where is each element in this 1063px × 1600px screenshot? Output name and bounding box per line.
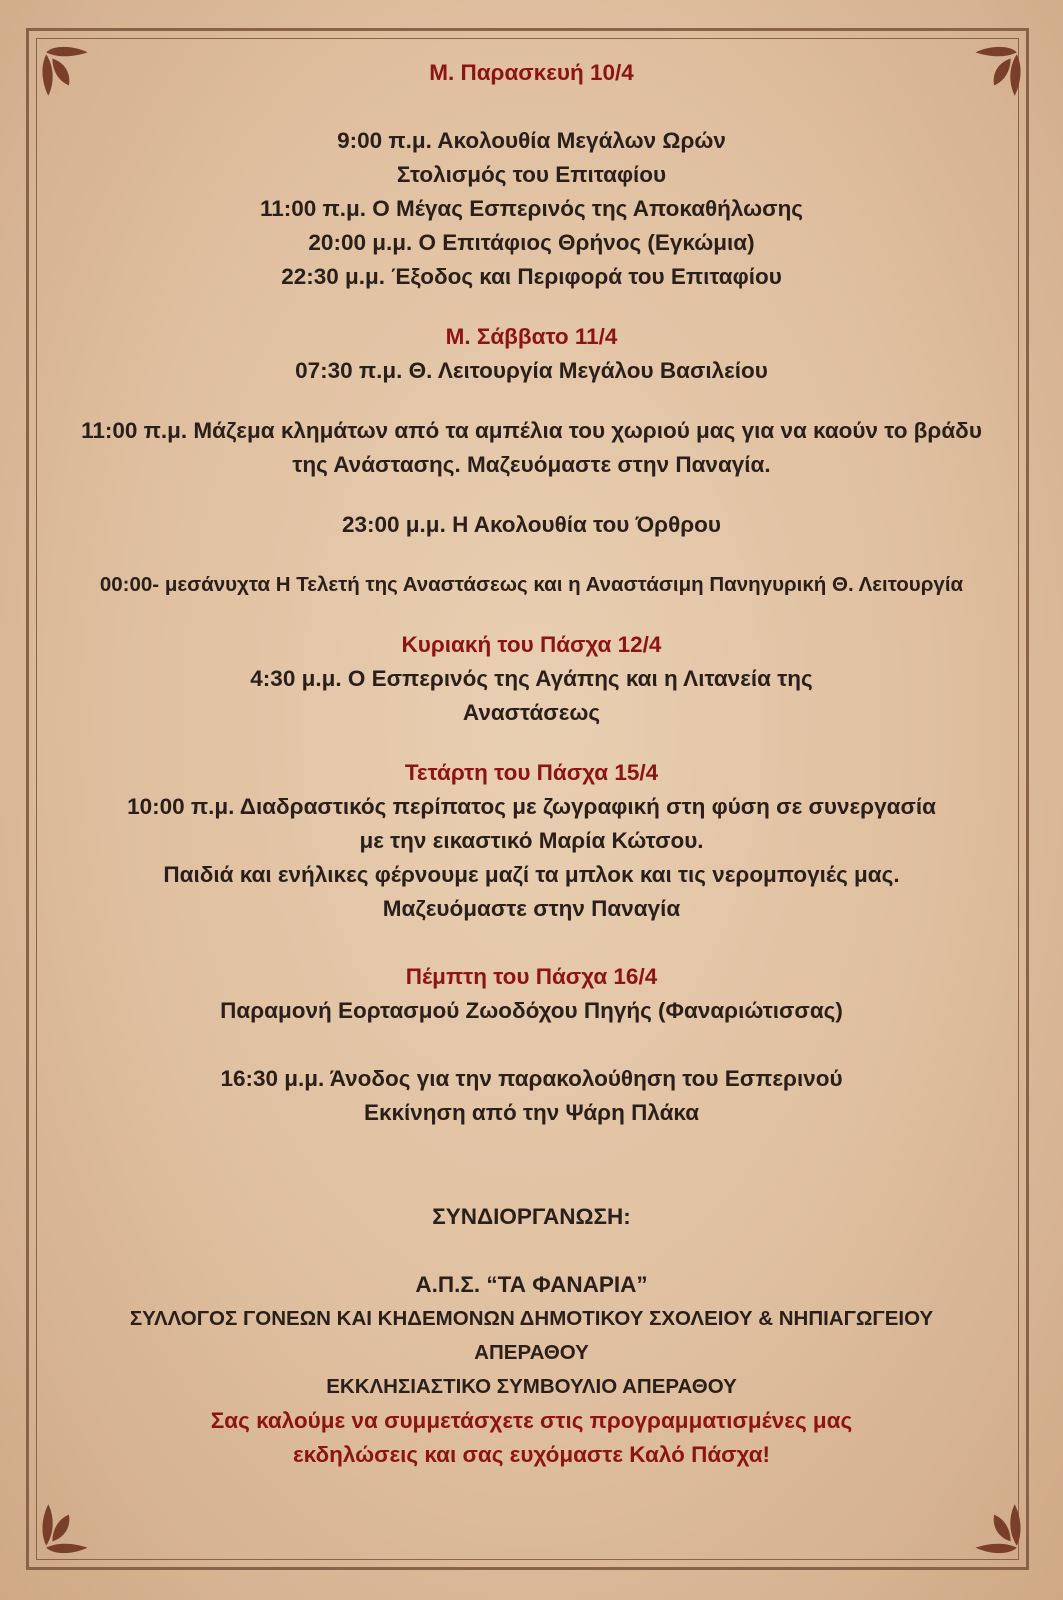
schedule-line: 4:30 μ.μ. Ο Εσπερινός της Αγάπης και η Λιτανεία της: [250, 666, 813, 691]
schedule-line: 9:00 π.μ. Ακολουθία Μεγάλων Ωρών: [337, 128, 726, 153]
closing-line: Σας καλούμε να συμμετάσχετε στις προγραμματισμένες μας: [210, 1408, 853, 1433]
section-heading-easter-sunday: Κυριακή του Πάσχα 12/4: [401, 632, 662, 657]
schedule-line: Αναστάσεως: [462, 700, 601, 725]
closing-line: εκδηλώσεις και σας ευχόμαστε Καλό Πάσχα!: [292, 1442, 771, 1467]
organizers-title: ΣΥΝΔΙΟΡΓΑΝΩΣΗ:: [432, 1204, 631, 1229]
schedule-line: 10:00 π.μ. Διαδραστικός περίπατος με ζωγραφική στη φύση σε συνεργασία: [127, 794, 936, 819]
leaf-ornament-icon: [961, 1496, 1023, 1558]
organizer-line: ΣΥΛΛΟΓΟΣ ΓΟΝΕΩΝ ΚΑΙ ΚΗΔΕΜΟΝΩΝ ΔΗΜΟΤΙΚΟΥ ΣΧΟΛΕΙΟΥ & ΝΗΠΙΑΓΩΓΕΙΟΥ: [129, 1307, 934, 1330]
schedule-line: 07:30 π.μ. Θ. Λειτουργία Μεγάλου Βασιλείου: [295, 358, 768, 383]
organizer-line: Α.Π.Σ. “ΤΑ ΦΑΝΑΡΙΑ”: [415, 1272, 648, 1297]
schedule-line: 20:00 μ.μ. Ο Επιτάφιος Θρήνος (Εγκώμια): [308, 230, 755, 255]
schedule-line: Στολισμός του Επιταφίου: [396, 162, 667, 187]
schedule-line: με την εικαστικό Μαρία Κώτσου.: [359, 828, 704, 853]
schedule-line: 22:30 μ.μ. Έξοδος και Περιφορά του Επιταφίου: [281, 264, 782, 289]
schedule-content: [50, 56, 1013, 1472]
leaf-ornament-icon: [40, 1496, 102, 1558]
schedule-line: 23:00 μ.μ. Η Ακολουθία του Όρθρου: [341, 512, 722, 537]
schedule-line: 11:00 π.μ. Μάζεμα κλημάτων από τα αμπέλια του χωριού μας για να καούν το βράδυ: [81, 418, 982, 443]
schedule-line: 16:30 μ.μ. Άνοδος για την παρακολούθηση του Εσπερινού: [220, 1066, 843, 1091]
section-heading-holy-saturday: Μ. Σάββατο 11/4: [445, 324, 618, 349]
section-heading-easter-thursday: Πέμπτη του Πάσχα 16/4: [405, 964, 658, 989]
organizer-line: ΕΚΚΛΗΣΙΑΣΤΙΚΟ ΣΥΜΒΟΥΛΙΟ ΑΠΕΡΑΘΟΥ: [326, 1375, 737, 1398]
section-heading-easter-wednesday: Τετάρτη του Πάσχα 15/4: [404, 760, 659, 785]
schedule-line: 00:00- μεσάνυχτα Η Τελετή της Αναστάσεως και η Αναστάσιμη Πανηγυρική Θ. Λειτουργία: [99, 573, 964, 596]
section-heading-good-friday: Μ. Παρασκευή 10/4: [429, 60, 634, 85]
schedule-line: Παιδιά και ενήλικες φέρνουμε μαζί τα μπλοκ και τις νερομπογιές μας.: [163, 862, 900, 887]
schedule-line: Παραμονή Εορτασμού Ζωοδόχου Πηγής (Φαναριώτισσας): [220, 998, 843, 1023]
schedule-line: της Ανάστασης. Μαζευόμαστε στην Παναγία.: [292, 452, 771, 477]
schedule-line: Εκκίνηση από την Ψάρη Πλάκα: [363, 1100, 700, 1125]
schedule-line: 11:00 π.μ. Ο Μέγας Εσπερινός της Αποκαθήλωσης: [259, 196, 804, 221]
schedule-line: Μαζευόμαστε στην Παναγία: [382, 896, 681, 921]
organizer-line: ΑΠΕΡΑΘΟΥ: [474, 1341, 589, 1364]
